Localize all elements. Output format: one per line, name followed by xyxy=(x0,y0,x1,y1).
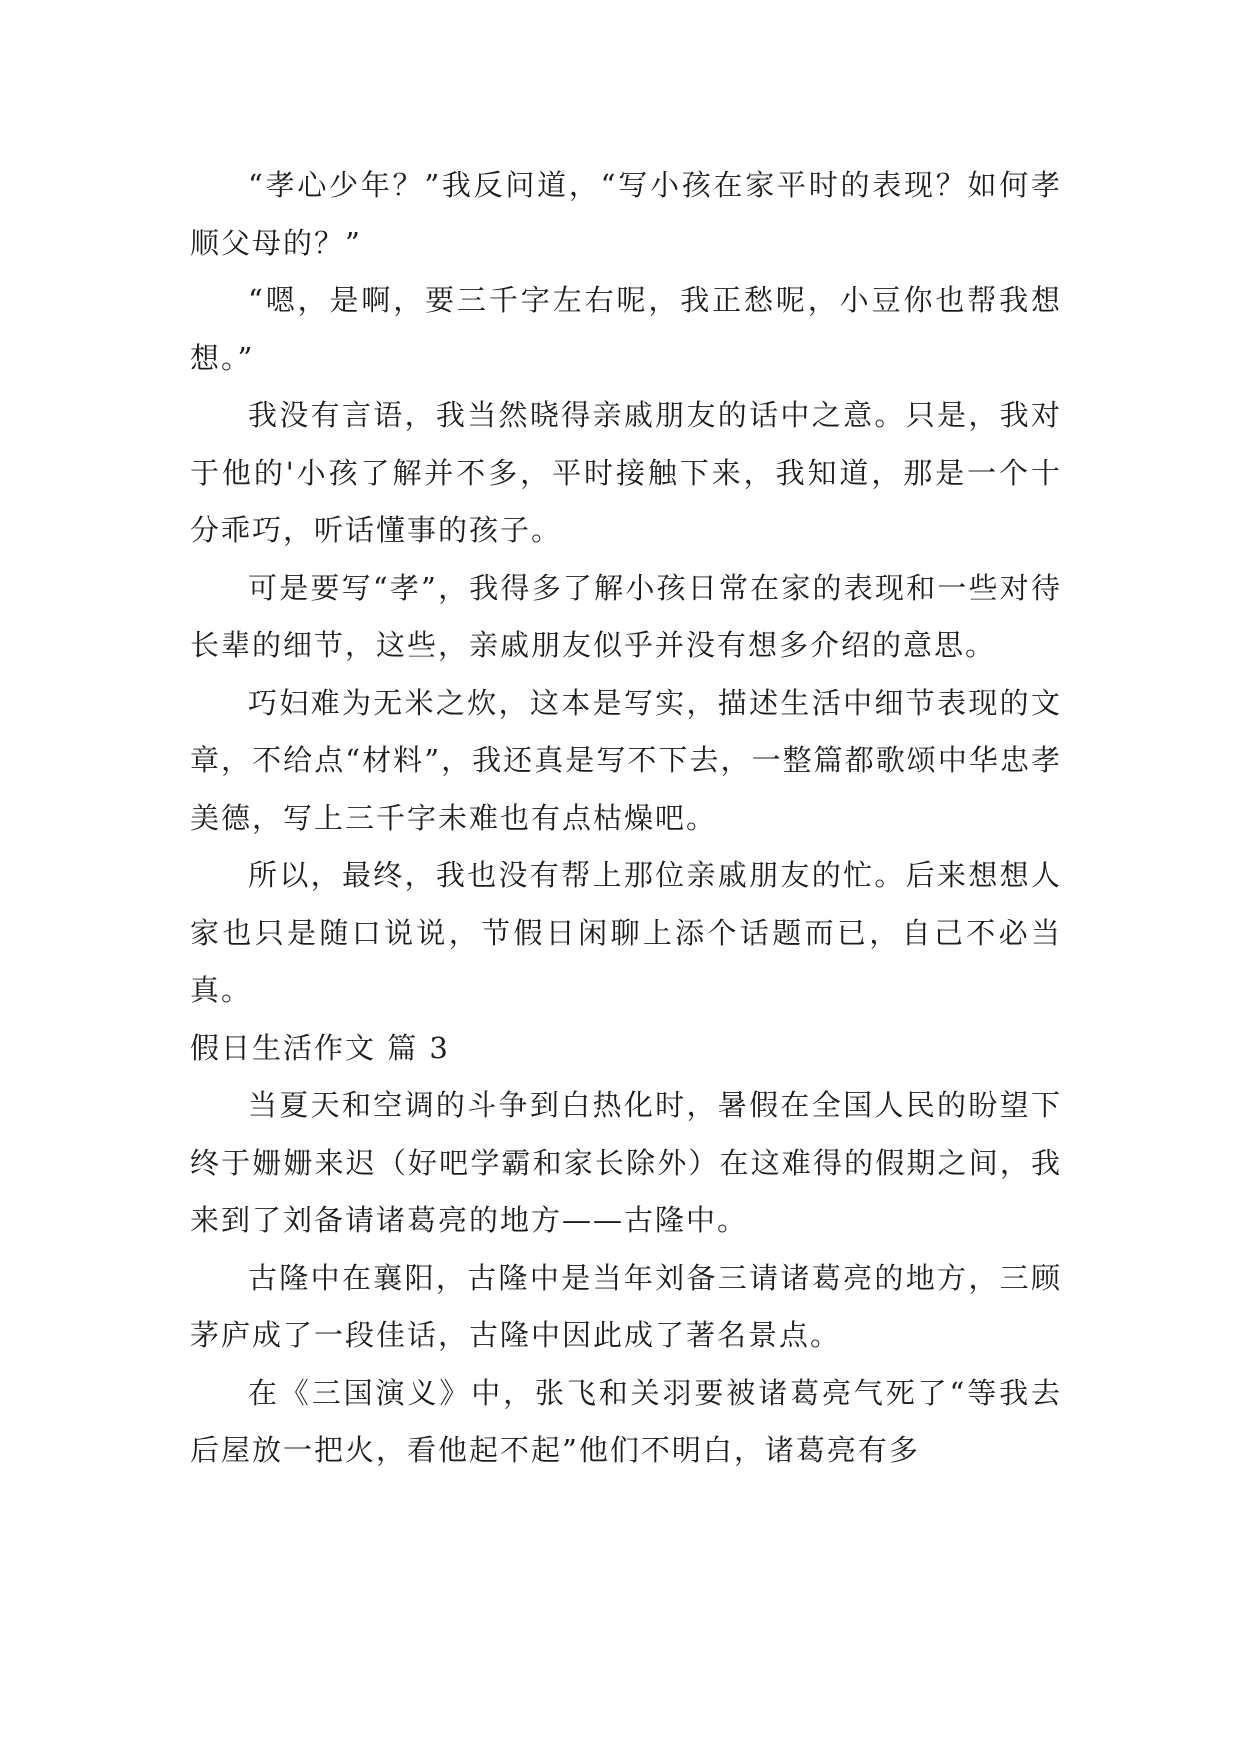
paragraph: 所以，最终，我也没有帮上那位亲戚朋友的忙。后来想想人家也只是随口说说，节假日闲聊上添个话题而已，自己不必当真。 xyxy=(190,858,1062,1007)
document-body xyxy=(190,157,1062,1480)
paragraph: 在《三国演义》中，张飞和关羽要被诸葛亮气死了“等我去后屋放一把火，看他起不起”他们不明白，诸葛亮有多 xyxy=(190,1375,1062,1467)
paragraph: 古隆中在襄阳，古隆中是当年刘备三请诸葛亮的地方，三顾茅庐成了一段佳话，古隆中因此成了著名景点。 xyxy=(190,1260,1062,1352)
paragraph: 巧妇难为无米之炊，这本是写实，描述生活中细节表现的文章，不给点“材料”，我还真是写不下去，一整篇都歌颂中华忠孝美德，写上三千字未难也有点枯燥吧。 xyxy=(190,685,1062,835)
paragraph: 当夏天和空调的斗争到白热化时，暑假在全国人民的盼望下终于姗姗来迟（好吧学霸和家长除外）在这难得的假期之间，我来到了刘备请诸葛亮的地方——古隆中。 xyxy=(190,1088,1062,1237)
paragraph: 我没有言语，我当然晓得亲戚朋友的话中之意。只是，我对于他的'小孩了解并不多，平时接触下来，我知道，那是一个十分乖巧，听话懂事的孩子。 xyxy=(190,398,1062,547)
paragraph: “孝心少年？”我反问道，“写小孩在家平时的表现？如何孝顺父母的？” xyxy=(190,168,1062,260)
paragraph: 可是要写“孝”，我得多了解小孩日常在家的表现和一些对待长辈的细节，这些，亲戚朋友似乎并没有想多介绍的意思。 xyxy=(190,570,1062,662)
section-heading: 假日生活作文 篇 3 xyxy=(190,1030,450,1065)
paragraph: “嗯，是啊，要三千字左右呢，我正愁呢，小豆你也帮我想想。” xyxy=(190,283,1062,375)
